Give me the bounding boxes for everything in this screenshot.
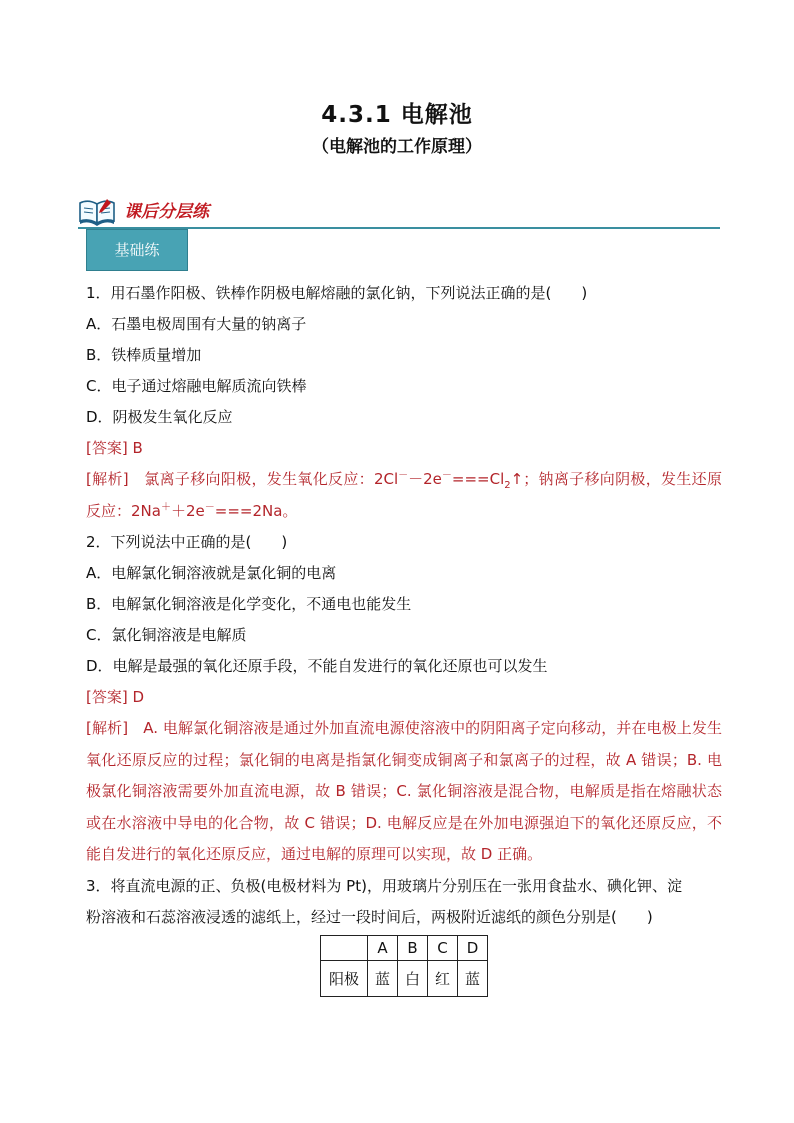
table-row-label: 阳极 — [321, 961, 368, 997]
superscript: － — [398, 470, 409, 481]
page-title: 4.3.1 电解池 — [321, 102, 473, 128]
question-1-option-c: C．电子通过熔融电解质流向铁棒 — [86, 377, 307, 395]
subscript: 2 — [504, 480, 511, 491]
question-1-option-d: D．阴极发生氧化反应 — [86, 408, 233, 426]
question-1-option-b: B．铁棒质量增加 — [86, 346, 202, 364]
question-1 — [86, 278, 722, 527]
superscript: ＋ — [160, 501, 171, 513]
question-1-stem: 1．用石墨作阳极、铁棒作阴极电解熔融的氯化钠，下列说法正确的是( ) — [86, 284, 588, 302]
table-cell: 蓝 — [368, 961, 398, 997]
question-3-stem-line2: 粉溶液和石蕊溶液浸透的滤纸上，经过一段时间后，两极附近滤纸的颜色分别是( ) — [86, 908, 653, 926]
question-2-option-d: D．电解是最强的氧化还原手段，不能自发进行的氧化还原也可以发生 — [86, 657, 548, 675]
question-1-analysis — [86, 464, 722, 527]
analysis-text: 氯离子移向阳极，发生氧化反应：2Cl — [144, 470, 399, 488]
analysis-text: ＋2e — [170, 501, 205, 520]
analysis-text: ↑；钠离子移向阴极，发生还原反应：2Na — [86, 470, 722, 520]
page-subtitle: （电解池的工作原理） — [312, 137, 482, 157]
table-header-cell: A — [368, 936, 398, 961]
analysis-text: －2e — [408, 470, 442, 488]
question-2-option-a: A．电解氯化铜溶液就是氯化铜的电离 — [86, 564, 337, 582]
superscript: － — [441, 470, 452, 481]
level-badge: 基础练 — [86, 229, 188, 271]
question-3 — [86, 871, 722, 933]
question-2 — [86, 527, 722, 871]
analysis-text: ===2Na。 — [214, 501, 298, 520]
table-cell: 蓝 — [458, 961, 488, 997]
analysis-prefix: [解析] — [86, 470, 129, 488]
superscript: － — [204, 501, 215, 513]
question-1-option-a: A．石墨电极周围有大量的钠离子 — [86, 315, 307, 333]
table-header-cell — [321, 936, 368, 961]
analysis-prefix: [解析] — [86, 719, 129, 737]
question-2-option-c: C．氯化铜溶液是电解质 — [86, 626, 247, 644]
section-label: 课后分层练 — [124, 202, 209, 222]
table-header-row — [321, 936, 488, 961]
analysis-text: A. 电解氯化铜溶液是通过外加直流电源使溶液中的阴阳离子定向移动，并在电极上发生氧化还原反应的过程；氯化铜的电离是指氯化铜变成铜离子和氯离子的过程，故 A 错误；B. 电极氯化铜溶液需要外加直流电源，故 B 错误；C. 氯化铜溶液是混合物，电解质是指在熔融状态或在水溶液中导电的化合物，故 C 错误；D. 电解反应是在外加电源强迫下的氧化还原反应，不能自发进行的氧化还原反应，通过电解的原理可以实现，故 D 正确。 — [86, 719, 722, 863]
table-header-cell: C — [428, 936, 458, 961]
question-1-answer: [答案] B — [86, 439, 143, 457]
table-header-cell: D — [458, 936, 488, 961]
section-header — [78, 193, 720, 231]
book-icon — [78, 197, 118, 231]
question-2-option-b: B．电解氯化铜溶液是化学变化，不通电也能发生 — [86, 595, 412, 613]
table-header-cell: B — [398, 936, 428, 961]
question-3-stem-line1: 3．将直流电源的正、负极(电极材料为 Pt)，用玻璃片分别压在一张用食盐水、碘化钾、淀 — [86, 877, 682, 895]
question-2-analysis — [86, 713, 722, 871]
table-row — [321, 961, 488, 997]
question-2-answer: [答案] D — [86, 688, 145, 706]
question-2-stem: 2．下列说法中正确的是( ) — [86, 533, 288, 551]
options-table — [320, 935, 488, 997]
table-cell: 红 — [428, 961, 458, 997]
analysis-text: ===Cl — [451, 470, 505, 488]
table-cell: 白 — [398, 961, 428, 997]
